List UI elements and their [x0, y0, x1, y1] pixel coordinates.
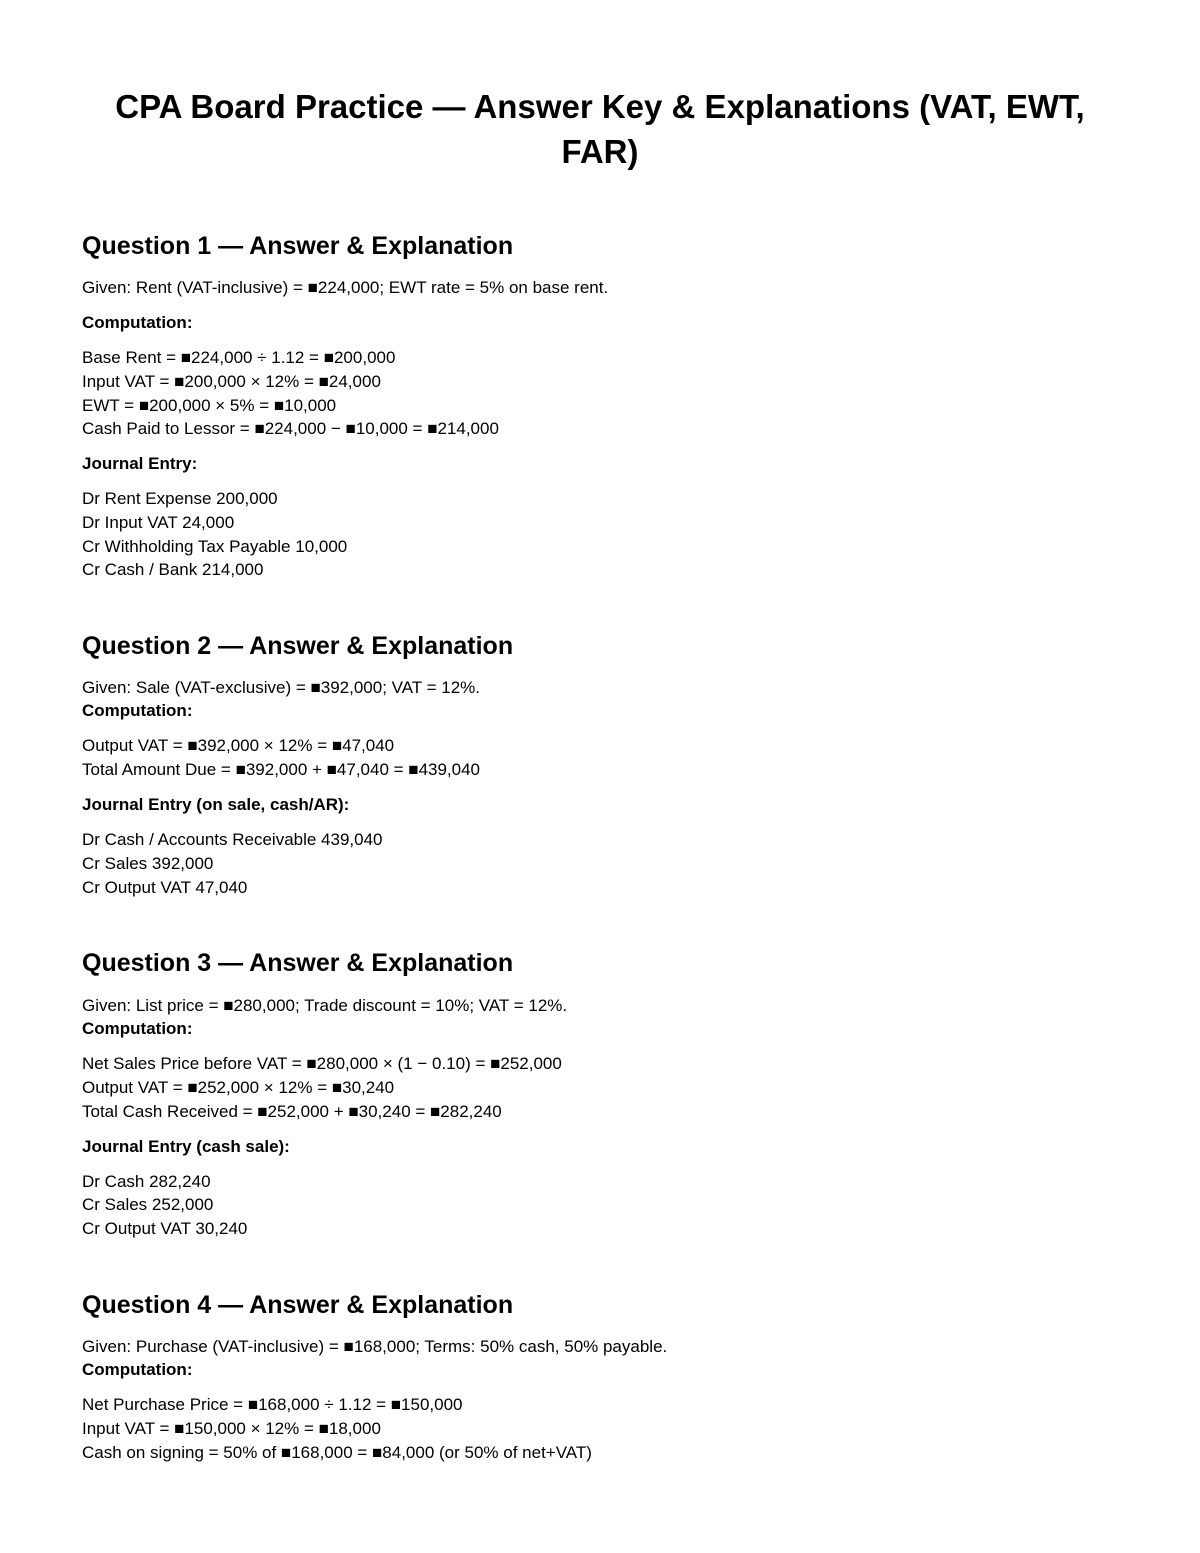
question-1-computation-line: EWT = ■200,000 × 5% = ■10,000 [82, 396, 337, 415]
question-1-heading: Question 1 — Answer & Explanation [82, 232, 514, 260]
question-3-computation-line: Output VAT = ■252,000 × 12% = ■30,240 [82, 1078, 395, 1097]
question-4-computation-line: Cash on signing = 50% of ■168,000 = ■84,000 (or 50% of net+VAT) [82, 1443, 592, 1462]
question-1-given: Given: Rent (VAT-inclusive) = ■224,000; EWT rate = 5% on base rent. [82, 278, 609, 297]
question-2-journal-label: Journal Entry (on sale, cash/AR): [82, 795, 350, 814]
question-1-computation-label: Computation: [82, 313, 193, 332]
question-2-computation-line: Output VAT = ■392,000 × 12% = ■47,040 [82, 736, 395, 755]
question-1-journal-line: Dr Input VAT 24,000 [82, 513, 235, 532]
question-3-computation-line: Total Cash Received = ■252,000 + ■30,240 = ■282,240 [82, 1102, 502, 1121]
question-1-journal-line: Dr Rent Expense 200,000 [82, 489, 278, 508]
question-2-given: Given: Sale (VAT-exclusive) = ■392,000; VAT = 12%. [82, 678, 480, 697]
question-2-journal-line: Cr Sales 392,000 [82, 854, 214, 873]
question-1-journal-line: Cr Cash / Bank 214,000 [82, 560, 264, 579]
question-2-journal-line: Cr Output VAT 47,040 [82, 878, 248, 897]
question-4-given: Given: Purchase (VAT-inclusive) = ■168,000; Terms: 50% cash, 50% payable. [82, 1337, 668, 1356]
question-4-heading: Question 4 — Answer & Explanation [82, 1291, 514, 1319]
question-2-computation-label: Computation: [82, 701, 193, 720]
question-2-computation-line: Total Amount Due = ■392,000 + ■47,040 = ■439,040 [82, 760, 481, 779]
question-1-computation-line: Base Rent = ■224,000 ÷ 1.12 = ■200,000 [82, 348, 396, 367]
question-3-journal-line: Cr Output VAT 30,240 [82, 1219, 248, 1238]
question-3-heading: Question 3 — Answer & Explanation [82, 949, 514, 977]
question-3-given: Given: List price = ■280,000; Trade discount = 10%; VAT = 12%. [82, 996, 568, 1015]
question-1-journal-label: Journal Entry: [82, 454, 198, 473]
question-1-journal-line: Cr Withholding Tax Payable 10,000 [82, 537, 348, 556]
question-2-heading: Question 2 — Answer & Explanation [82, 632, 514, 660]
question-4-computation-label: Computation: [82, 1360, 193, 1379]
question-3-journal-label: Journal Entry (cash sale): [82, 1137, 290, 1156]
question-4-computation-line: Input VAT = ■150,000 × 12% = ■18,000 [82, 1419, 381, 1438]
question-1-computation-line: Input VAT = ■200,000 × 12% = ■24,000 [82, 372, 381, 391]
document-title: CPA Board Practice — Answer Key & Explanations (VAT, EWT, FAR) [115, 88, 1085, 170]
question-1-computation-line: Cash Paid to Lessor = ■224,000 − ■10,000 = ■214,000 [82, 419, 499, 438]
question-2-journal-line: Dr Cash / Accounts Receivable 439,040 [82, 830, 383, 849]
question-3-journal-line: Cr Sales 252,000 [82, 1195, 214, 1214]
question-3-journal-line: Dr Cash 282,240 [82, 1172, 211, 1191]
question-4-computation-line: Net Purchase Price = ■168,000 ÷ 1.12 = ■150,000 [82, 1395, 463, 1414]
question-3-computation-label: Computation: [82, 1019, 193, 1038]
question-3-computation-line: Net Sales Price before VAT = ■280,000 × (1 − 0.10) = ■252,000 [82, 1054, 562, 1073]
